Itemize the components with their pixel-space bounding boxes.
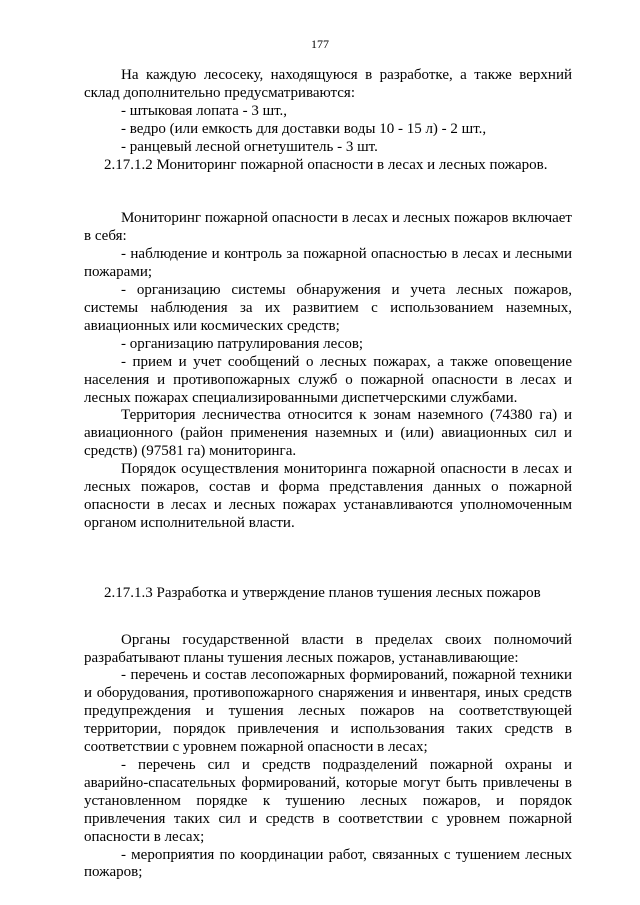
paragraph-monitoring-intro: Мониторинг пожарной опасности в лесах и лесных пожаров включает в себя: — [84, 210, 572, 245]
list-item: - перечень сил и средств подразделений пожарной охраны и аварийно-спасательных формирований, которые могут быть привлечены в установленном порядке к тушению лесных пожаров, и порядок привлечения таких сил и средств в соответствии с уровнем пожарной опасности в лесах; — [84, 757, 572, 845]
list-item: - штыковая лопата - 3 шт., — [121, 102, 288, 119]
paragraph-territory-zones: Территория лесничества относится к зонам наземного (74380 га) и авиационного (район применения наземных и (или) авиационных сил и средств) (97581 га) мониторинга. — [84, 407, 572, 460]
page-number: 177 — [311, 37, 329, 51]
list-item: - наблюдение и контроль за пожарной опасностью в лесах и лесными пожарами; — [84, 246, 572, 281]
list-item: - ранцевый лесной огнетушитель - 3 шт. — [121, 138, 378, 155]
list-item: - перечень и состав лесопожарных формирований, пожарной техники и оборудования, противопожарного снаряжения и инвентаря, иных средств предупреждения и тушения лесных пожаров на соответствующей территории, порядок привлечения и использования таких средств в соответствии с уровнем пожарной опасности в лесах; — [84, 667, 572, 756]
paragraph-logging-site-intro: На каждую лесосеку, находящуюся в разработке, а также верхний склад дополнительно предусматриваются: — [84, 67, 572, 101]
paragraph-plans-intro: Органы государственной власти в пределах своих полномочий разрабатывают планы тушения лесных пожаров, устанавливающие: — [84, 631, 572, 666]
document-body — [84, 67, 572, 882]
paragraph-monitoring-procedure: Порядок осуществления мониторинга пожарной опасности в лесах и лесных пожаров, состав и форма представления данных о пожарной опасности в лесах и лесных пожарах устанавливаются уполномоченным органом исполнительной власти. — [84, 461, 572, 531]
list-item: - прием и учет сообщений о лесных пожарах, а также оповещение населения и противопожарных служб о пожарной опасности в лесах и лесных пожарах специализированными диспетчерскими службами. — [84, 353, 572, 406]
section-heading-2-17-1-2: 2.17.1.2 Мониторинг пожарной опасности в лесах и лесных пожаров. — [104, 156, 548, 173]
list-item: - организацию патрулирования лесов; — [121, 335, 364, 352]
list-item: - мероприятия по координации работ, связанных с тушением лесных пожаров; — [84, 846, 572, 881]
section-heading-2-17-1-3: 2.17.1.3 Разработка и утверждение планов тушения лесных пожаров — [104, 584, 541, 601]
list-item: - ведро (или емкость для доставки воды 10 - 15 л) - 2 шт., — [121, 120, 487, 137]
list-item: - организацию системы обнаружения и учета лесных пожаров, системы наблюдения за их развитием с использованием наземных, авиационных или космических средств; — [84, 282, 572, 334]
